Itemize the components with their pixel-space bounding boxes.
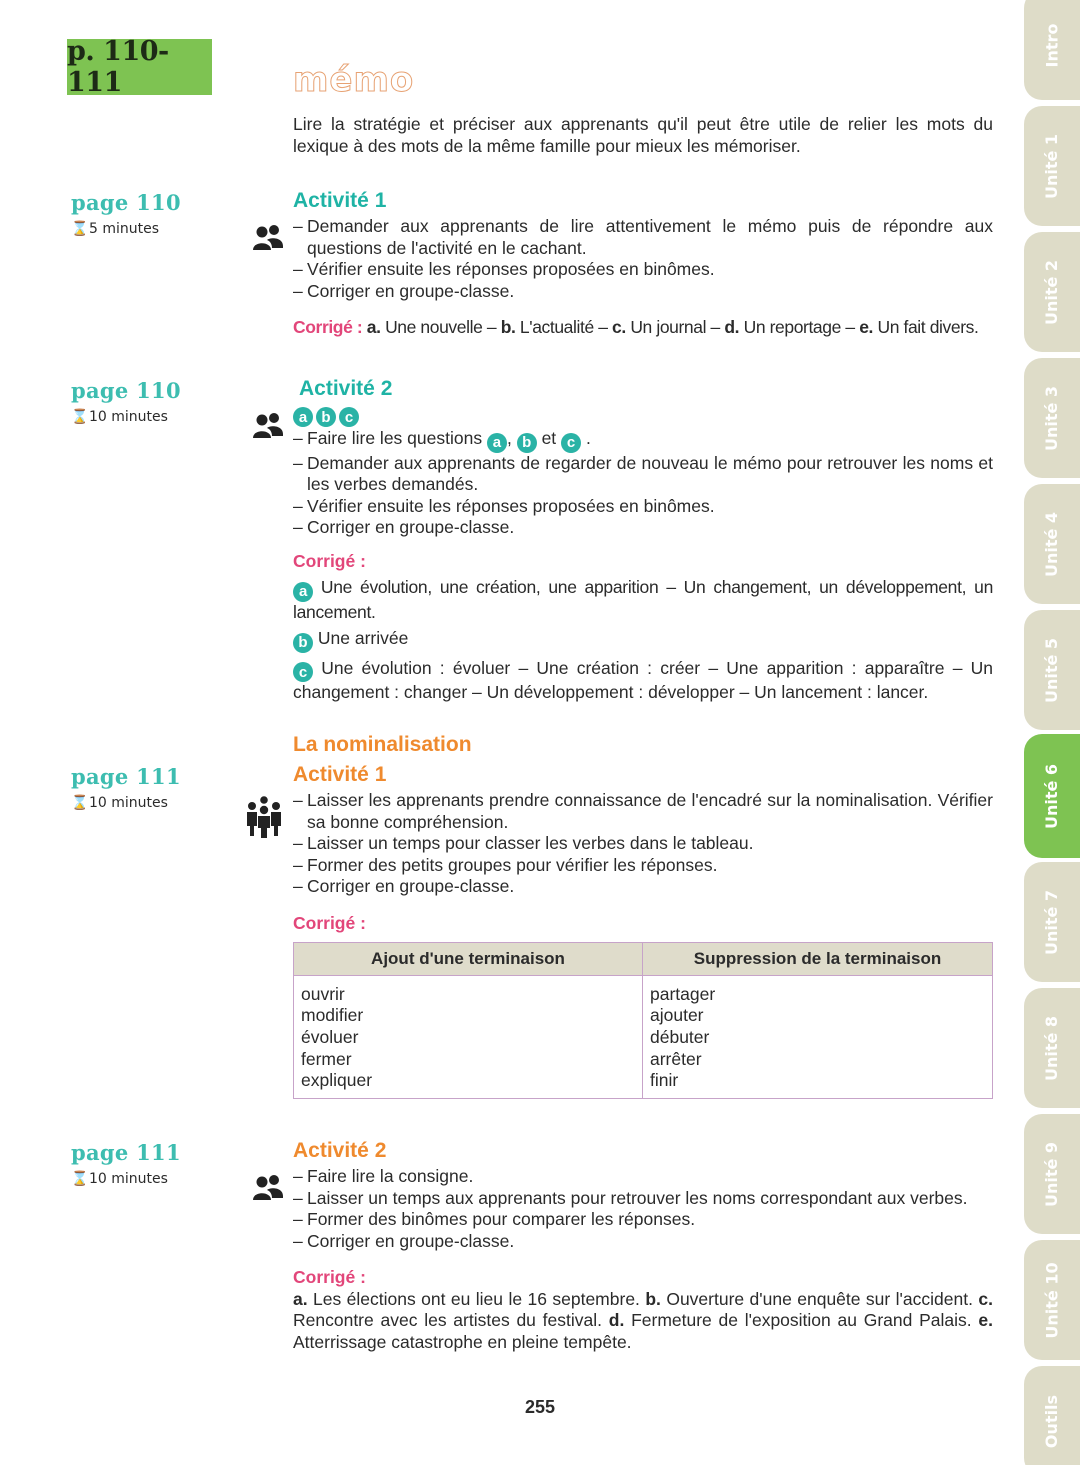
answer-letter: d. — [724, 317, 740, 337]
step: – Laisser les apprenants prendre connaissance de l'encadré sur la nominalisation. Vérifier sa bonne compréhension. — [293, 790, 993, 833]
tab-label: Unité 10 — [1042, 1261, 1062, 1339]
tab-unite-4[interactable] — [1024, 484, 1080, 604]
verbs-table — [293, 942, 993, 1099]
answer-letter: b. — [500, 317, 516, 337]
question-badges — [293, 407, 993, 427]
answer-text: L'actualité – — [519, 317, 608, 337]
verb: expliquer — [301, 1070, 373, 1091]
hourglass-icon: ⌛ — [71, 1171, 89, 1187]
tab-unite-6[interactable] — [1024, 734, 1080, 858]
tab-unite-10[interactable] — [1024, 1240, 1080, 1360]
answer-letter: c. — [978, 1288, 993, 1309]
badge-a: a — [293, 407, 313, 427]
tab-unite-5[interactable] — [1024, 610, 1080, 730]
tab-label: Outils — [1042, 1394, 1062, 1448]
answer-text: Une évolution : évoluer – Une création : créer – Une apparition : apparaître – Un changement : changer – Un développement : développer – Un lancement : lancer. — [293, 657, 993, 702]
section-4-body — [293, 1138, 993, 1353]
tab-outils[interactable] — [1024, 1366, 1080, 1465]
corrige-answers — [293, 1289, 993, 1354]
answer-letter: e. — [859, 317, 873, 337]
answer-letter: a. — [366, 317, 381, 337]
badge-c: c — [339, 407, 359, 427]
verb: modifier — [301, 1005, 364, 1026]
conjunction: et — [541, 428, 557, 448]
duration-text: 10 minutes — [89, 795, 168, 811]
tab-label: Unité 2 — [1042, 259, 1062, 325]
answer-text: Une évolution, une création, une apparition – Un changement, un développement, un lancement. — [293, 577, 993, 622]
answer-letter: e. — [978, 1310, 993, 1330]
badge-a: a — [487, 433, 507, 453]
memo-title: mémo — [293, 60, 415, 100]
answer-letter: c. — [612, 317, 626, 337]
section-3-body — [293, 732, 993, 1099]
hourglass-icon: ⌛ — [71, 795, 89, 811]
section-2-meta — [71, 378, 181, 425]
tab-unite-3[interactable] — [1024, 358, 1080, 478]
separator: , — [506, 428, 512, 448]
tab-unite-2[interactable] — [1024, 232, 1080, 352]
answer-text: Un fait divers. — [877, 317, 979, 337]
answer-text: Un reportage – — [743, 317, 855, 337]
page-number: 255 — [524, 1397, 556, 1417]
verb: partager — [650, 983, 716, 1004]
badge-b: b — [293, 633, 313, 653]
duration — [71, 1171, 181, 1187]
step: – Former des binômes pour comparer les réponses. — [293, 1209, 993, 1231]
corrige-label: Corrigé : — [293, 550, 366, 571]
step: – Vérifier ensuite les réponses proposées en binômes. — [293, 496, 993, 518]
activity-title: Activité 1 — [293, 763, 387, 786]
answer-letter: a. — [293, 1288, 308, 1309]
badge-b: b — [316, 407, 336, 427]
badge-c: c — [561, 433, 581, 453]
tab-unite-9[interactable] — [1024, 1114, 1080, 1234]
pair-work-icon — [252, 224, 284, 252]
verb: fermer — [301, 1048, 352, 1069]
answer-text: Une arrivée — [317, 628, 409, 648]
section-1-meta — [71, 190, 181, 237]
step: – Former des petits groupes pour vérifier les réponses. — [293, 855, 993, 877]
page-reference: page 110 — [71, 190, 181, 215]
table-cell — [294, 975, 643, 1099]
answer-a — [293, 577, 993, 623]
tab-unite-8[interactable] — [1024, 988, 1080, 1108]
corrige-line — [293, 317, 993, 339]
intro-paragraph: Lire la stratégie et préciser aux apprenants qu'il peut être utile de relier les mots du lexique à des mots de la même famille pour mieux les mémoriser. — [293, 114, 993, 156]
verb: ajouter — [650, 1005, 704, 1026]
step: – Laisser un temps pour classer les verbes dans le tableau. — [293, 833, 993, 855]
answer-letter: d. — [608, 1310, 625, 1330]
section-subtitle: La nominalisation — [293, 733, 472, 756]
answer-text: Les élections ont eu lieu le 16 septembre. — [313, 1288, 640, 1309]
verb: ouvrir — [301, 983, 345, 1004]
duration-text: 10 minutes — [89, 1171, 168, 1187]
answer-text: Atterrissage catastrophe en pleine tempête. — [293, 1331, 632, 1352]
answer-text: Ouverture d'une enquête sur l'accident. — [666, 1288, 973, 1309]
pair-work-icon — [252, 1174, 284, 1202]
tab-unite-1[interactable] — [1024, 106, 1080, 226]
pair-work-icon — [252, 412, 284, 440]
duration-text: 10 minutes — [89, 409, 168, 425]
duration — [71, 795, 181, 811]
step: – Corriger en groupe-classe. — [293, 281, 993, 303]
steps-list — [293, 790, 993, 898]
hourglass-icon: ⌛ — [71, 409, 89, 425]
badge-b: b — [517, 433, 537, 453]
answer-c — [293, 658, 993, 704]
tab-unite-7[interactable] — [1024, 862, 1080, 982]
tab-label: Unité 8 — [1042, 1015, 1062, 1081]
section-3-meta — [71, 764, 181, 811]
activity-title: Activité 2 — [299, 377, 393, 400]
steps-list — [293, 216, 993, 302]
verb: débuter — [650, 1026, 710, 1047]
step: – Faire lire la consigne. — [293, 1166, 993, 1188]
unit-tabs — [1024, 0, 1080, 1465]
answer-letter: b. — [645, 1288, 661, 1309]
tab-label: Unité 6 — [1042, 763, 1062, 829]
answer-b — [293, 628, 993, 653]
column-header: Suppression de la terminaison — [643, 943, 993, 976]
activity-title: Activité 1 — [293, 189, 387, 212]
step: – Demander aux apprenants de lire attentivement le mémo puis de répondre aux questions de l'activité en le cachant. — [293, 216, 993, 259]
answer-text: Un journal – — [630, 317, 720, 337]
period: . — [585, 428, 591, 448]
step: – Corriger en groupe-classe. — [293, 517, 993, 539]
tab-label: Unité 3 — [1042, 385, 1062, 451]
step: – Corriger en groupe-classe. — [293, 1231, 993, 1253]
badge-a: a — [293, 582, 313, 602]
tab-label: Unité 9 — [1042, 1141, 1062, 1207]
step: – Demander aux apprenants de regarder de nouveau le mémo pour retrouver les noms et les verbes demandés. — [293, 453, 993, 496]
column-header: Ajout d'une terminaison — [294, 943, 643, 976]
answer-text: Une nouvelle – — [385, 317, 497, 337]
tab-label: Intro — [1042, 23, 1062, 67]
page-reference: page 111 — [71, 764, 181, 789]
corrige-label: Corrigé : — [293, 317, 363, 337]
duration-text: 5 minutes — [89, 221, 160, 237]
step: – Corriger en groupe-classe. — [293, 876, 993, 898]
verb: évoluer — [301, 1026, 359, 1047]
step-text: Faire lire les questions — [307, 428, 483, 448]
group-work-icon — [246, 796, 282, 838]
steps-list — [293, 428, 993, 539]
answer-text: Rencontre avec les artistes du festival. — [293, 1310, 602, 1330]
step: – Laisser un temps aux apprenants pour retrouver les noms correspondant aux verbes. — [293, 1188, 993, 1210]
tab-label: Unité 1 — [1042, 133, 1062, 199]
steps-list — [293, 1166, 993, 1252]
duration — [71, 409, 181, 425]
page-reference: page 111 — [71, 1140, 181, 1165]
answer-text: Fermeture de l'exposition au Grand Palais. — [631, 1310, 972, 1330]
page-range-label: p. 110-111 — [67, 39, 212, 95]
tab-intro[interactable] — [1024, 0, 1080, 100]
table-cell — [643, 975, 993, 1099]
hourglass-icon: ⌛ — [71, 221, 89, 237]
tab-label: Unité 7 — [1042, 889, 1062, 955]
section-1-body — [293, 188, 993, 339]
badge-c: c — [293, 662, 313, 682]
step: – Vérifier ensuite les réponses proposées en binômes. — [293, 259, 993, 281]
tab-label: Unité 5 — [1042, 637, 1062, 703]
section-4-meta — [71, 1140, 181, 1187]
verb: finir — [650, 1070, 679, 1091]
verb: arrêter — [650, 1048, 702, 1069]
tab-label: Unité 4 — [1042, 511, 1062, 577]
section-2-body — [293, 376, 993, 704]
activity-title: Activité 2 — [293, 1139, 387, 1162]
corrige-label: Corrigé : — [293, 912, 366, 933]
corrige-label: Corrigé : — [293, 1267, 366, 1287]
step — [293, 428, 993, 453]
page-reference: page 110 — [71, 378, 181, 403]
duration — [71, 221, 181, 237]
